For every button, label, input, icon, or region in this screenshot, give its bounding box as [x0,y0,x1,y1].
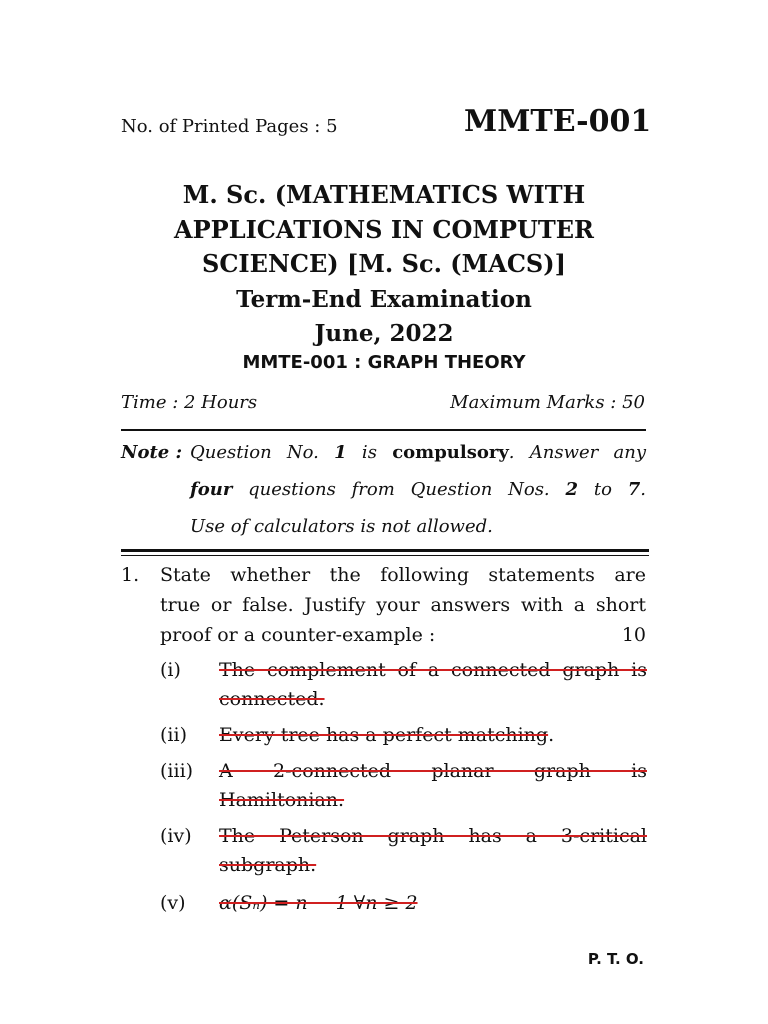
exam-date: June, 2022 [314,320,454,347]
page-turn-marker: P. T. O. [587,950,644,968]
part-label: (v) [160,892,186,914]
part-text-continued: Hamiltonian. [219,789,345,811]
printed-pages-count: No. of Printed Pages : 5 [121,116,338,137]
note-line-2: four questions from Question Nos. 2 to 7. [190,479,646,500]
program-title-line-1: M. Sc. (MATHEMATICS WITH [182,180,586,209]
part-text: A 2-connected planar graph is [219,760,647,782]
maximum-marks: Maximum Marks : 50 [450,392,645,413]
part-text: Every tree has a perfect matching. [219,724,555,746]
question-text-line-3: proof or a counter-example : [160,624,436,646]
double-rule-thin [121,555,649,556]
part-label: (i) [160,659,181,681]
course-title: MMTE-001 : GRAPH THEORY [242,352,526,373]
paper-code: MMTE-001 [464,104,652,139]
exam-duration: Time : 2 Hours [121,392,258,413]
question-number: 1. [121,564,140,586]
part-text: The Peterson graph has a 3-critical [219,825,647,847]
double-rule-thick [121,549,649,552]
note-line-3: Use of calculators is not allowed. [190,516,493,537]
part-label: (ii) [160,724,187,746]
question-text-line-2: true or false. Justify your answers with a short [160,594,646,616]
program-title-line-2: APPLICATIONS IN COMPUTER [173,215,594,244]
program-title-line-3: SCIENCE) [M. Sc. (MACS)] [202,249,566,278]
question-marks: 10 [621,624,646,646]
divider-rule [121,429,646,431]
part-text: The complement of a connected graph is [219,659,647,681]
exam-name: Term-End Examination [236,286,532,313]
part-text-continued: subgraph. [219,854,317,876]
part-formula: α(Sₙ) = n − 1 ∀n ≥ 2 [219,892,418,914]
note-label: Note : [121,442,183,463]
note-line-1: Question No. 1 is compulsory. Answer any [190,442,647,463]
part-label: (iv) [160,825,192,847]
part-label: (iii) [160,760,194,782]
question-text-line-1: State whether the following statements are [160,564,646,586]
part-text-continued: connected. [219,688,325,710]
